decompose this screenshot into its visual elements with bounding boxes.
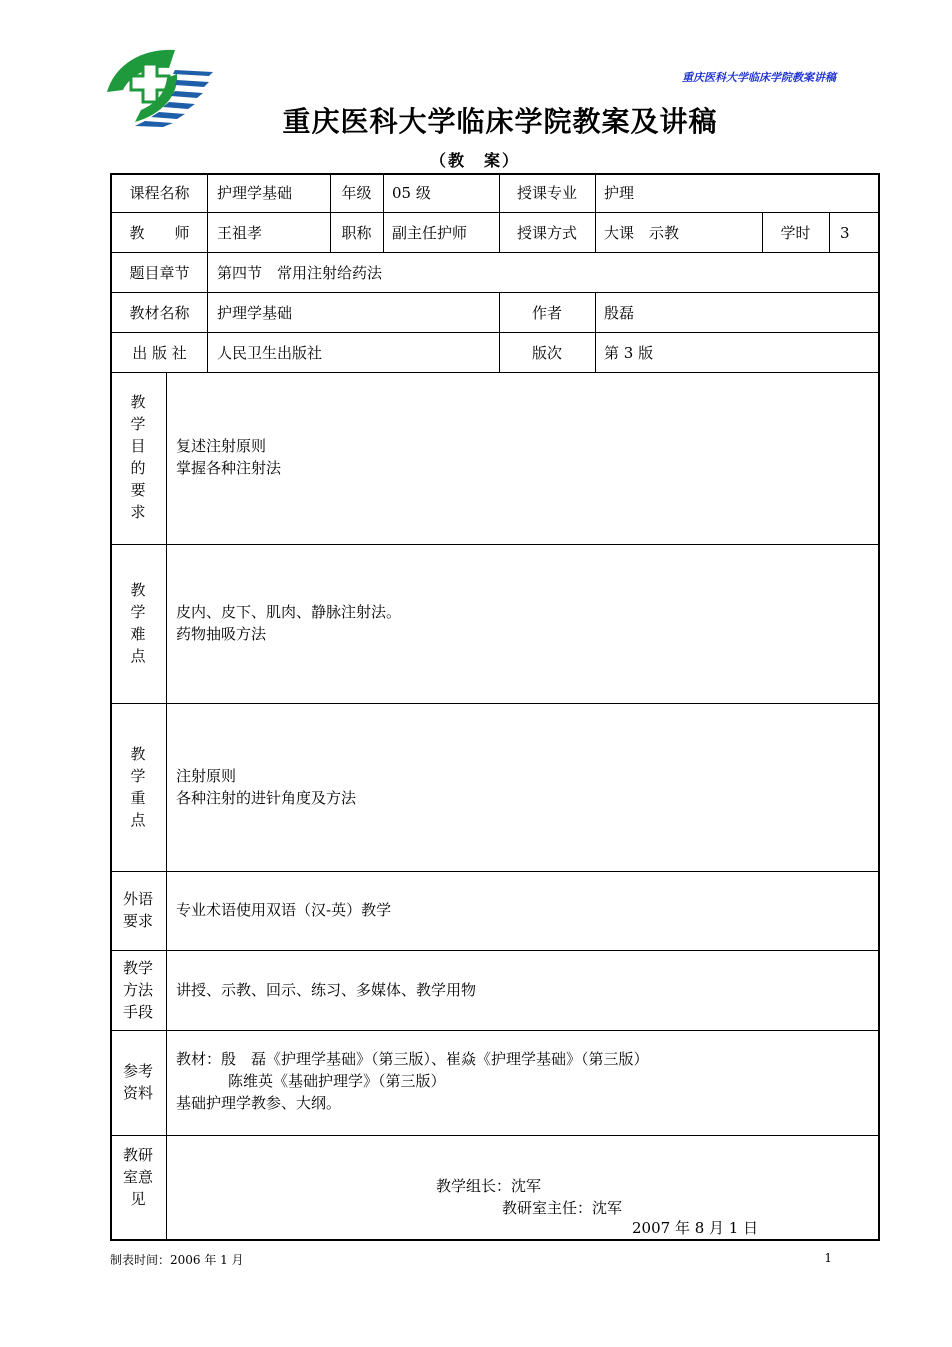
objectives-label: 教 学 目 的 要 求 xyxy=(130,393,146,521)
group-leader-signature: 教学组长：沈军 xyxy=(436,1177,542,1195)
hours-value: 3 xyxy=(840,224,850,242)
teacher-value: 王祖孝 xyxy=(217,224,263,242)
teacher-label: 教 师 xyxy=(129,224,190,242)
opinion-date: 2007 年 8 月 1 日 xyxy=(632,1219,759,1237)
methods-content: 讲授、示教、回示、练习、多媒体、教学用物 xyxy=(176,981,477,999)
textbook-value: 护理学基础 xyxy=(217,304,293,322)
edition-label: 版次 xyxy=(531,344,562,362)
title-label: 职称 xyxy=(341,224,372,242)
director-signature: 教研室主任：沈军 xyxy=(502,1199,623,1217)
subtitle: （教 案） xyxy=(429,151,520,170)
main-title: 重庆医科大学临床学院教案及讲稿 xyxy=(282,105,718,138)
edition-value: 第 3 版 xyxy=(604,344,654,362)
textbook-label: 教材名称 xyxy=(129,304,190,322)
key-points-label: 教 学 重 点 xyxy=(130,745,146,829)
hospital-logo-icon xyxy=(105,44,217,128)
method-value: 大课 示教 xyxy=(604,224,680,242)
major-label: 授课专业 xyxy=(516,184,577,202)
foreign-language-content: 专业术语使用双语（汉-英）教学 xyxy=(176,901,392,919)
opinion-label: 教研 室意 见 xyxy=(122,1146,153,1208)
author-label: 作者 xyxy=(531,304,562,322)
hours-label: 学时 xyxy=(780,224,811,242)
title-value: 副主任护师 xyxy=(392,224,468,242)
difficulties-label: 教 学 难 点 xyxy=(130,581,146,665)
running-title: 重庆医科大学临床学院教案讲稿 xyxy=(682,71,836,84)
publisher-label: 出 版 社 xyxy=(132,344,187,362)
course-name-value: 护理学基础 xyxy=(217,184,293,202)
lesson-plan-table xyxy=(110,173,880,1241)
key-points-content: 注射原则 各种注射的进针角度及方法 xyxy=(176,767,357,807)
table-made-time: 制表时间：2006 年 1 月 xyxy=(110,1253,244,1267)
difficulties-content: 皮内、皮下、肌肉、静脉注射法。 药物抽吸方法 xyxy=(176,603,402,643)
method-label: 授课方式 xyxy=(516,224,577,242)
chapter-value: 第四节 常用注射给药法 xyxy=(217,264,383,282)
methods-label: 教学 方法 手段 xyxy=(122,959,153,1021)
grade-label: 年级 xyxy=(341,184,372,202)
publisher-value: 人民卫生出版社 xyxy=(217,344,323,362)
objectives-content: 复述注射原则 掌握各种注射法 xyxy=(176,437,282,477)
foreign-language-label: 外语 要求 xyxy=(122,890,153,930)
references-label: 参考 资料 xyxy=(122,1062,153,1102)
chapter-label: 题目章节 xyxy=(129,264,190,282)
major-value: 护理 xyxy=(604,184,635,202)
references-content: 教材：殷 磊《护理学基础》（第三版）、崔焱《护理学基础》（第三版） 陈维英《基础护理学》（第三版） 基础护理学教参、大纲。 xyxy=(176,1050,649,1112)
course-name-label: 课程名称 xyxy=(129,184,190,202)
author-value: 殷磊 xyxy=(604,304,635,322)
grade-value: 05 级 xyxy=(392,184,431,202)
page-number: 1 xyxy=(824,1251,832,1265)
